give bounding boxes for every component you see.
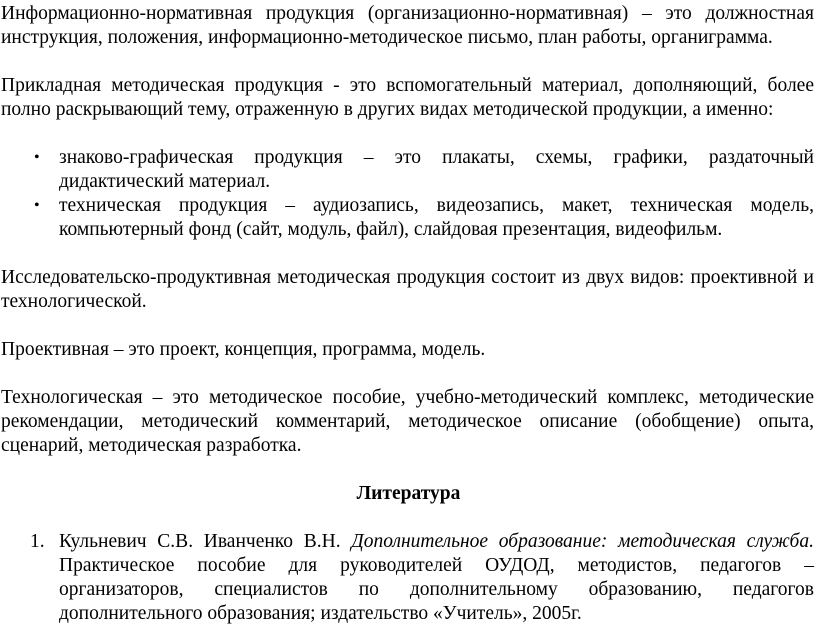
paragraph-gap <box>1 122 814 146</box>
paragraph-informational-normative: Информационно-нормативная продукция (организационно-нормативная) – это должностная инструкция, положения, информационно-методическое письмо, план работы, органиграмма. <box>1 3 814 48</box>
paragraph-gap <box>1 362 814 386</box>
literature-item-title: Дополнительное образование: методическая служба. <box>351 531 814 552</box>
literature-item-authors: Кульневич С.В. Иванченко В.Н. <box>59 531 352 552</box>
literature-heading: Литература <box>356 483 461 504</box>
document-page <box>0 2 816 626</box>
bullet-list <box>1 146 814 242</box>
paragraph-research-productive: Исследовательско-продуктивная методическая продукция состоит из двух видов: проективной и технологической. <box>1 267 814 312</box>
paragraph-technological: Технологическая – это методическое пособие, учебно-методический комплекс, методические рекомендации, методический комментарий, методическое описание (обобщение) опыта, сценарий, методическая разработка. <box>1 387 814 456</box>
bullet-text: знаково-графическая продукция – это плакаты, схемы, графики, раздаточный дидактический материал. <box>59 147 814 192</box>
paragraph-gap <box>1 50 814 74</box>
bullet-text: техническая продукция – аудиозапись, видеозапись, макет, техническая модель, компьютерный фонд (сайт, модуль, файл), слайдовая презентация, видеофильм. <box>59 195 814 240</box>
literature-list <box>1 530 814 626</box>
paragraph-gap <box>1 242 814 266</box>
paragraph-gap <box>1 314 814 338</box>
literature-item <box>1 530 814 626</box>
bullet-item <box>1 194 814 242</box>
bullet-dot-icon: • <box>34 197 40 214</box>
paragraph-projective: Проективная – это проект, концепция, программа, модель. <box>1 339 486 360</box>
literature-item-details: Практическое пособие для руководителей ОУДОД, методистов, педагогов – организаторов, специалистов по дополнительному образованию, педагогов дополнительного образования; издательство «Учитель», 2005г. <box>59 555 814 624</box>
paragraph-applied-methodical: Прикладная методическая продукция - это вспомогательный материал, дополняющий, более полно раскрывающий тему, отраженную в других видах методической продукции, а именно: <box>1 75 814 120</box>
literature-item-number: 1. <box>30 531 45 552</box>
bullet-item <box>1 146 814 194</box>
bullet-dot-icon: • <box>34 149 40 166</box>
paragraph-gap <box>1 506 814 530</box>
paragraph-gap <box>1 458 814 482</box>
